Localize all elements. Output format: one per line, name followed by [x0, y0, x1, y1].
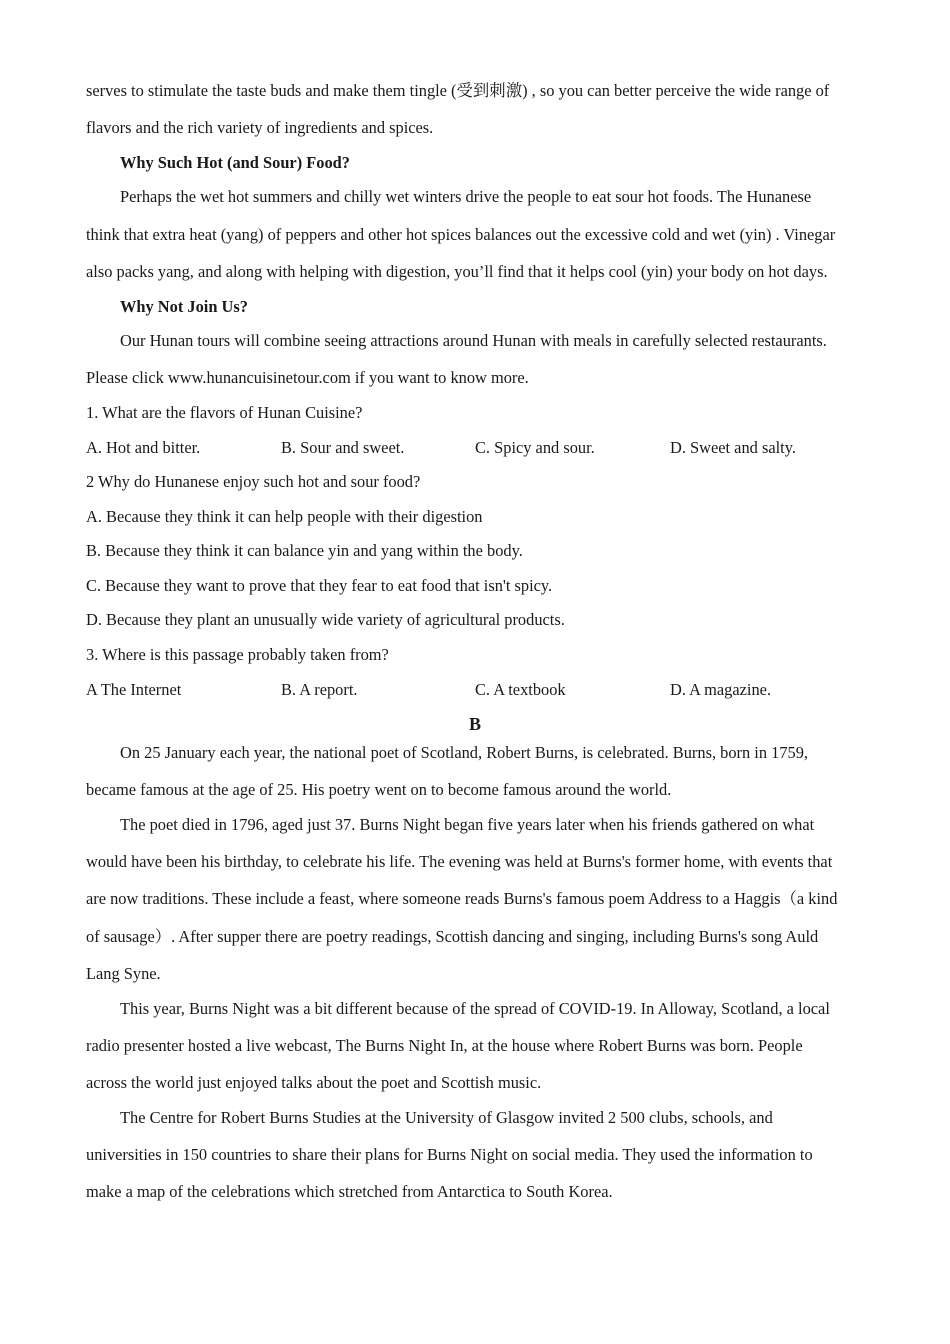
- q1-option-c: C. Spicy and sour.: [475, 438, 595, 457]
- q3-option-a: A The Internet: [86, 680, 182, 699]
- heading-hot-sour: Why Such Hot (and Sour) Food?: [120, 153, 350, 172]
- q2-option-d: D. Because they plant an unusually wide variety of agricultural products.: [86, 610, 565, 629]
- b-p1-line-1: On 25 January each year, the national poet of Scotland, Robert Burns, is celebrated. Burns, born in 1759,: [120, 743, 809, 762]
- intro-line-1: serves to stimulate the taste buds and make them tingle (受到刺激) , so you can better perceive the wide range of: [86, 81, 830, 100]
- b-p2-line-5: Lang Syne.: [86, 964, 161, 983]
- b-p1-line-2: became famous at the age of 25. His poetry went on to become famous around the world.: [86, 780, 672, 799]
- q3-option-b: B. A report.: [281, 680, 358, 699]
- question-3-stem: 3. Where is this passage probably taken from?: [86, 645, 389, 664]
- join-line-2: Please click www.hunancuisinetour.com if you want to know more.: [86, 368, 529, 387]
- q3-option-c: C. A textbook: [475, 680, 566, 699]
- join-line-1: Our Hunan tours will combine seeing attractions around Hunan with meals in carefully selected restaurants.: [120, 331, 827, 350]
- b-p4-line-1: The Centre for Robert Burns Studies at the University of Glasgow invited 2 500 clubs, schools, and: [120, 1108, 773, 1127]
- b-p3-line-2: radio presenter hosted a live webcast, The Burns Night In, at the house where Robert Burns was born. People: [86, 1036, 803, 1055]
- q1-option-a: A. Hot and bitter.: [86, 438, 201, 457]
- q1-option-b: B. Sour and sweet.: [281, 438, 405, 457]
- question-1-stem: 1. What are the flavors of Hunan Cuisine?: [86, 403, 363, 422]
- b-p2-line-4: of sausage）. After supper there are poetry readings, Scottish dancing and singing, including Burns's song Auld: [86, 927, 819, 946]
- intro-line-2: flavors and the rich variety of ingredients and spices.: [86, 118, 434, 137]
- hot-sour-line-2: think that extra heat (yang) of peppers and other hot spices balances out the excessive cold and wet (yin) . Vinegar: [86, 225, 836, 244]
- q3-option-d: D. A magazine.: [670, 680, 772, 699]
- q1-option-d: D. Sweet and salty.: [670, 438, 796, 457]
- question-2-stem: 2 Why do Hunanese enjoy such hot and sour food?: [86, 472, 421, 491]
- b-p2-line-3: are now traditions. These include a feast, where someone reads Burns's famous poem Address to a Haggis（a kind: [86, 889, 838, 908]
- b-p3-line-3: across the world just enjoyed talks about the poet and Scottish music.: [86, 1073, 542, 1092]
- b-p4-line-3: make a map of the celebrations which stretched from Antarctica to South Korea.: [86, 1182, 613, 1201]
- q2-option-b: B. Because they think it can balance yin and yang within the body.: [86, 541, 523, 560]
- q2-option-a: A. Because they think it can help people with their digestion: [86, 507, 483, 526]
- heading-join: Why Not Join Us?: [120, 297, 248, 316]
- b-p4-line-2: universities in 150 countries to share their plans for Burns Night on social media. They used the information to: [86, 1145, 813, 1164]
- q2-option-c: C. Because they want to prove that they fear to eat food that isn't spicy.: [86, 576, 553, 595]
- hot-sour-line-3: also packs yang, and along with helping with digestion, you’ll find that it helps cool (yin) your body on hot days.: [86, 262, 828, 281]
- b-p3-line-1: This year, Burns Night was a bit different because of the spread of COVID-19. In Alloway, Scotland, a local: [120, 999, 830, 1018]
- hot-sour-line-1: Perhaps the wet hot summers and chilly wet winters drive the people to eat sour hot foods. The Hunanese: [120, 187, 812, 206]
- section-b-label: B: [468, 714, 481, 734]
- b-p2-line-1: The poet died in 1796, aged just 37. Burns Night began five years later when his friends gathered on what: [120, 815, 815, 834]
- b-p2-line-2: would have been his birthday, to celebrate his life. The evening was held at Burns's former home, with events that: [86, 852, 833, 871]
